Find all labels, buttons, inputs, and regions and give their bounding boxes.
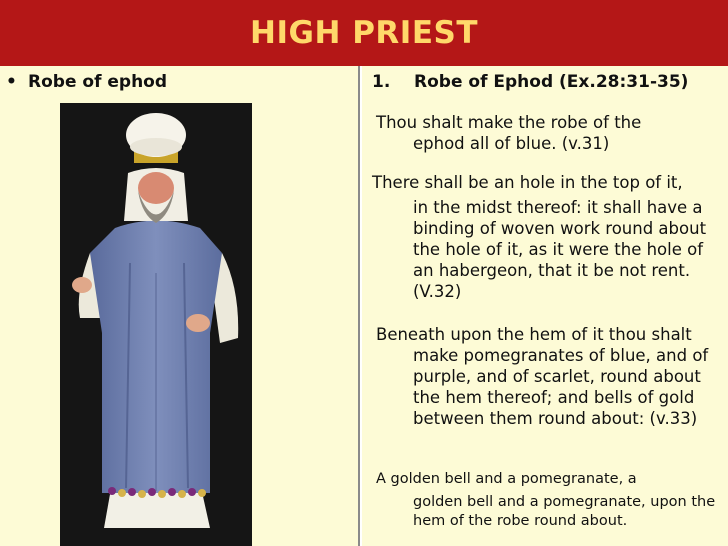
- title-bar: [0, 0, 728, 66]
- left-heading-text: Robe of ephod: [28, 72, 168, 92]
- high-priest-photo: [60, 103, 252, 546]
- left-heading: [6, 72, 167, 92]
- verse-32: There shall be an hole in the top of it, in the midst thereof: it shall have a binding of woven work round about the hole of it, as it were the hole of an habergeon, that it be not rent. (V.32): [372, 173, 707, 301]
- bullet: •: [6, 72, 17, 92]
- verse-34: A golden bell and a pomegranate, a golden bell and a pomegranate, upon the hem of the robe round about.: [376, 471, 716, 529]
- list-number: 1.: [372, 72, 391, 92]
- verse-31: Thou shalt make the robe of the ephod all of blue. (v.31): [376, 113, 642, 153]
- right-heading: [372, 72, 724, 92]
- left-panel: [0, 66, 360, 546]
- right-panel: [362, 66, 728, 546]
- high-priest-figure-icon: [60, 103, 252, 546]
- right-heading-text: Robe of Ephod (Ex.28:31-35): [414, 72, 689, 92]
- slide-title: HIGH PRIEST: [250, 15, 478, 51]
- verse-33: Beneath upon the hem of it thou shalt make pomegranates of blue, and of purple, and of scarlet, round about the hem thereof; and bells of gold between them round about: (v.33): [376, 325, 709, 428]
